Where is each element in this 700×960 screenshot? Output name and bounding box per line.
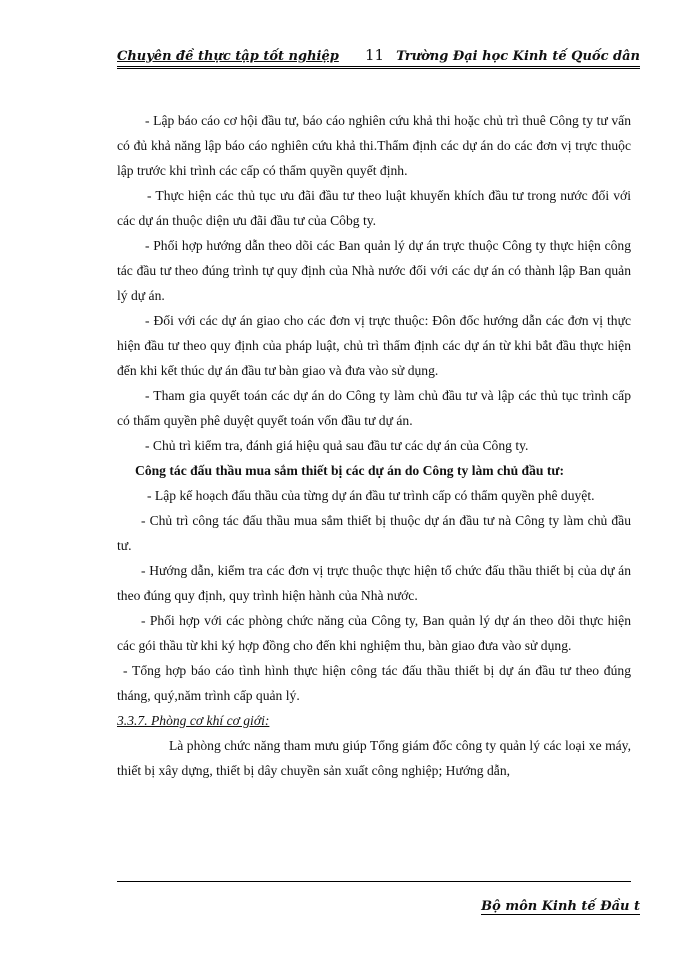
bid-paragraph-procurement: - Chủ trì công tác đấu thầu mua sắm thiết bị thuộc dự án đầu tư nà Công ty làm chủ đầu tư.: [117, 513, 631, 553]
footer-divider: [117, 881, 631, 882]
paragraph-investment-report: - Lập báo cáo cơ hội đầu tư, báo cáo nghiên cứu khả thi hoặc chủ trì thuê Công ty tư vấn có đủ khả năng lập báo cáo nghiên cứu khả thi.Thẩm định các dự án do các đơn vị trực thuộc lập trước khi trình các cấp có thẩm quyền quyết định.: [117, 113, 631, 178]
header-right-title: Trường Đại học Kinh tế Quốc dân: [396, 49, 640, 64]
paragraph-settlement: - Tham gia quyết toán các dự án do Công ty làm chủ đầu tư và lập các thủ tục trình cấp có thẩm quyền phê duyệt quyết toán vốn đầu tư dự án.: [117, 388, 631, 428]
bid-paragraph-guidance: - Hướng dẫn, kiểm tra các đơn vị trực thuộc thực hiện tổ chức đấu thầu thiết bị của dự án theo đúng quy định, quy trình hiện hành của Nhà nước.: [117, 563, 631, 603]
section-paragraph: Là phòng chức năng tham mưu giúp Tổng giám đốc công ty quản lý các loại xe máy, thiết bị xây dựng, thiết bị dây chuyền sản xuất công nghiệp; Hướng dẫn,: [117, 738, 631, 778]
bid-paragraph-reporting: - Tổng hợp báo cáo tình hình thực hiện công tác đấu thầu thiết bị dự án đầu tư theo đúng tháng, quý,năm trình cấp quản lý.: [117, 663, 631, 703]
bid-paragraph-plan: - Lập kế hoạch đấu thầu của từng dự án đầu tư trình cấp có thẩm quyền phê duyệt.: [147, 488, 595, 503]
header-left-title: Chuyên đề thực tập tốt nghiệp: [117, 49, 339, 64]
page-footer: Bộ môn Kinh tế Đầu t: [481, 899, 640, 914]
bid-paragraph-monitoring: - Phối hợp với các phòng chức năng của Công ty, Ban quản lý dự án theo dõi thực hiện các gói thầu từ khi ký hợp đồng cho đến khi nghiệm thu, bàn giao đưa vào sử dụng.: [117, 613, 631, 653]
page-number: 11: [365, 46, 385, 64]
section-title: 3.3.7. Phòng cơ khí cơ giới:: [117, 713, 270, 728]
page-header: [117, 44, 640, 69]
paragraph-incentives: - Thực hiện các thủ tục ưu đãi đầu tư theo luật khuyến khích đầu tư trong nước đối với các dự án thuộc diện ưu đãi đầu tư của Côbg ty.: [117, 188, 631, 228]
paragraph-coordination: - Phối hợp hướng dẫn theo dõi các Ban quản lý dự án trực thuộc Công ty thực hiện công tác đầu tư theo đúng trình tự quy định của Nhà nước đối với các dự án có thành lập Ban quản lý dự án.: [117, 238, 631, 303]
paragraph-evaluation: - Chủ trì kiểm tra, đánh giá hiệu quả sau đầu tư các dự án của Công ty.: [145, 438, 529, 453]
bidding-heading: Công tác đấu thầu mua sắm thiết bị các dự án do Công ty làm chủ đầu tư:: [135, 463, 565, 478]
paragraph-affiliated-projects: - Đối với các dự án giao cho các đơn vị trực thuộc: Đôn đốc hướng dẫn các đơn vị thực hiện đầu tư theo quy định của pháp luật, chủ trì thẩm định các dự án từ khi bắt đầu thực hiện đến khi kết thúc dự án đầu tư bàn giao và đưa vào sử dụng.: [117, 313, 631, 378]
document-body: [117, 108, 631, 783]
